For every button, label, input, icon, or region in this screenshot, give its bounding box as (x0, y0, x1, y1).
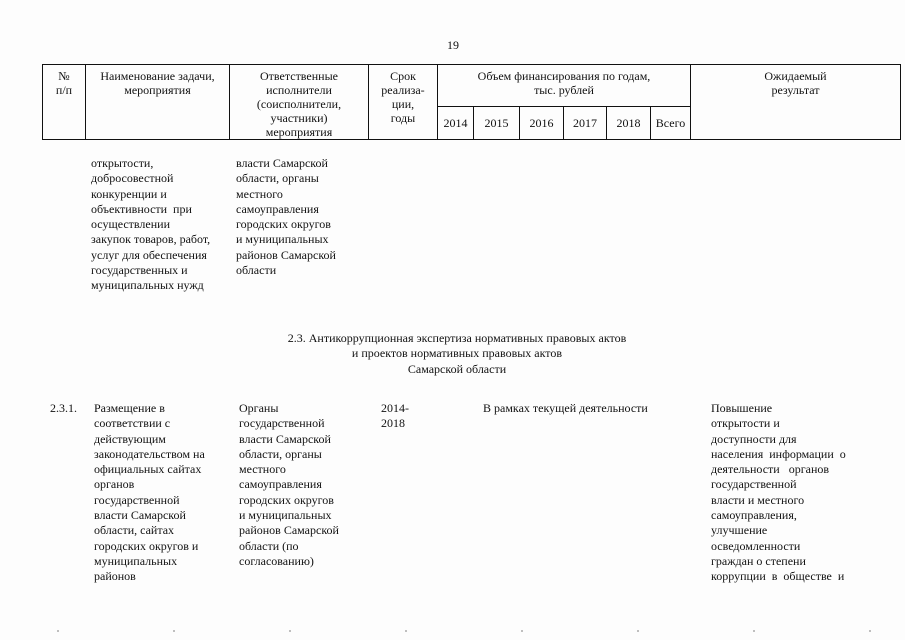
row-term-cell (381, 401, 409, 432)
text-line: самоуправления, (711, 508, 797, 523)
header-funding: Объем финансирования по годам, тыс. рублей (438, 65, 691, 107)
text-line: открытости и (711, 416, 780, 431)
text-line: муниципальных (94, 553, 178, 568)
text-line: местного (236, 186, 283, 201)
text-line: государственной (711, 477, 797, 492)
text-line: области, сайтах (94, 523, 175, 538)
text-line: согласованию) (239, 553, 314, 568)
text-line: государственных и (91, 263, 188, 278)
text-line: соответствии с (94, 416, 171, 431)
row-executors-cell (239, 401, 339, 569)
row-result-cell (711, 401, 846, 585)
text-line: объективности при (91, 201, 192, 216)
text-line: населения информации о (711, 446, 846, 461)
text-line: городских округов (239, 492, 334, 507)
table-header (42, 64, 901, 140)
header-total: Всего (651, 106, 691, 139)
text-line: районов Самарской (236, 247, 336, 262)
text-line: 2014- (381, 401, 409, 415)
text-line: районов Самарской (239, 523, 339, 538)
continued-executors-cell (236, 156, 336, 278)
text-line: законодательством на (94, 446, 205, 461)
row-funding-cell: В рамках текущей деятельности (483, 401, 648, 415)
header-year-2016: 2016 (520, 106, 564, 139)
header-task: Наименование задачи, мероприятия (86, 65, 230, 140)
text-line: Повышение (711, 401, 773, 415)
text-line: и муниципальных (236, 232, 329, 247)
page-number: 19 (447, 38, 459, 52)
header-executors: Ответственные исполнители (соисполнители, участники) мероприятия (230, 65, 369, 140)
header-num: № п/п (43, 65, 86, 140)
text-line: власти и местного (711, 492, 805, 507)
text-line: услуг для обеспечения (91, 247, 207, 262)
row-task-cell (94, 401, 205, 585)
text-line: и муниципальных (239, 508, 332, 523)
text-line: Размещение в (94, 401, 165, 415)
text-line: власти Самарской (94, 508, 186, 523)
text-line: области, органы (239, 446, 322, 461)
header-result: Ожидаемый результат (691, 65, 901, 140)
text-line: области (по (239, 538, 299, 553)
header-year-2015: 2015 (474, 106, 520, 139)
text-line: области, органы (236, 171, 319, 186)
text-line: 2018 (381, 416, 405, 431)
text-line: действующим (94, 431, 166, 446)
text-line: доступности для (711, 431, 797, 446)
text-line: официальных сайтах (94, 462, 202, 477)
header-year-2018: 2018 (607, 106, 651, 139)
text-line: граждан о степени (711, 553, 806, 568)
text-line: коррупции в обществе и (711, 569, 845, 584)
text-line: добросовестной (91, 171, 174, 186)
section-heading-line: 2.3. Антикоррупционная экспертиза нормативных правовых актов (287, 331, 627, 345)
section-heading-line: Самарской области (407, 361, 507, 376)
continued-task-cell (91, 156, 210, 294)
header-year-2014: 2014 (438, 106, 474, 139)
text-line: власти Самарской (239, 431, 331, 446)
section-heading (42, 331, 872, 377)
text-line: конкуренции и (91, 186, 167, 201)
scan-artifact (0, 628, 905, 634)
text-line: деятельности органов (711, 462, 830, 477)
text-line: улучшение (711, 523, 768, 538)
header-term: Срок реализа- ции, годы (369, 65, 438, 140)
text-line: городских округов и (94, 538, 199, 553)
text-line: местного (239, 462, 286, 477)
text-line: самоуправления (239, 477, 322, 492)
row-number: 2.3.1. (50, 401, 77, 415)
section-heading-line: и проектов нормативных правовых актов (351, 346, 563, 361)
text-line: Органы (239, 401, 279, 415)
text-line: осуществлении (91, 217, 170, 232)
text-line: самоуправления (236, 201, 319, 216)
header-year-2017: 2017 (564, 106, 607, 139)
text-line: городских округов (236, 217, 331, 232)
text-line: закупок товаров, работ, (91, 232, 211, 247)
text-line: власти Самарской (236, 156, 328, 170)
text-line: государственной (94, 492, 180, 507)
text-line: муниципальных нужд (91, 278, 204, 293)
text-line: районов (94, 569, 136, 584)
text-line: органов (94, 477, 135, 492)
text-line: области (236, 263, 277, 278)
text-line: открытости, (91, 156, 154, 170)
text-line: государственной (239, 416, 325, 431)
text-line: осведомленности (711, 538, 801, 553)
